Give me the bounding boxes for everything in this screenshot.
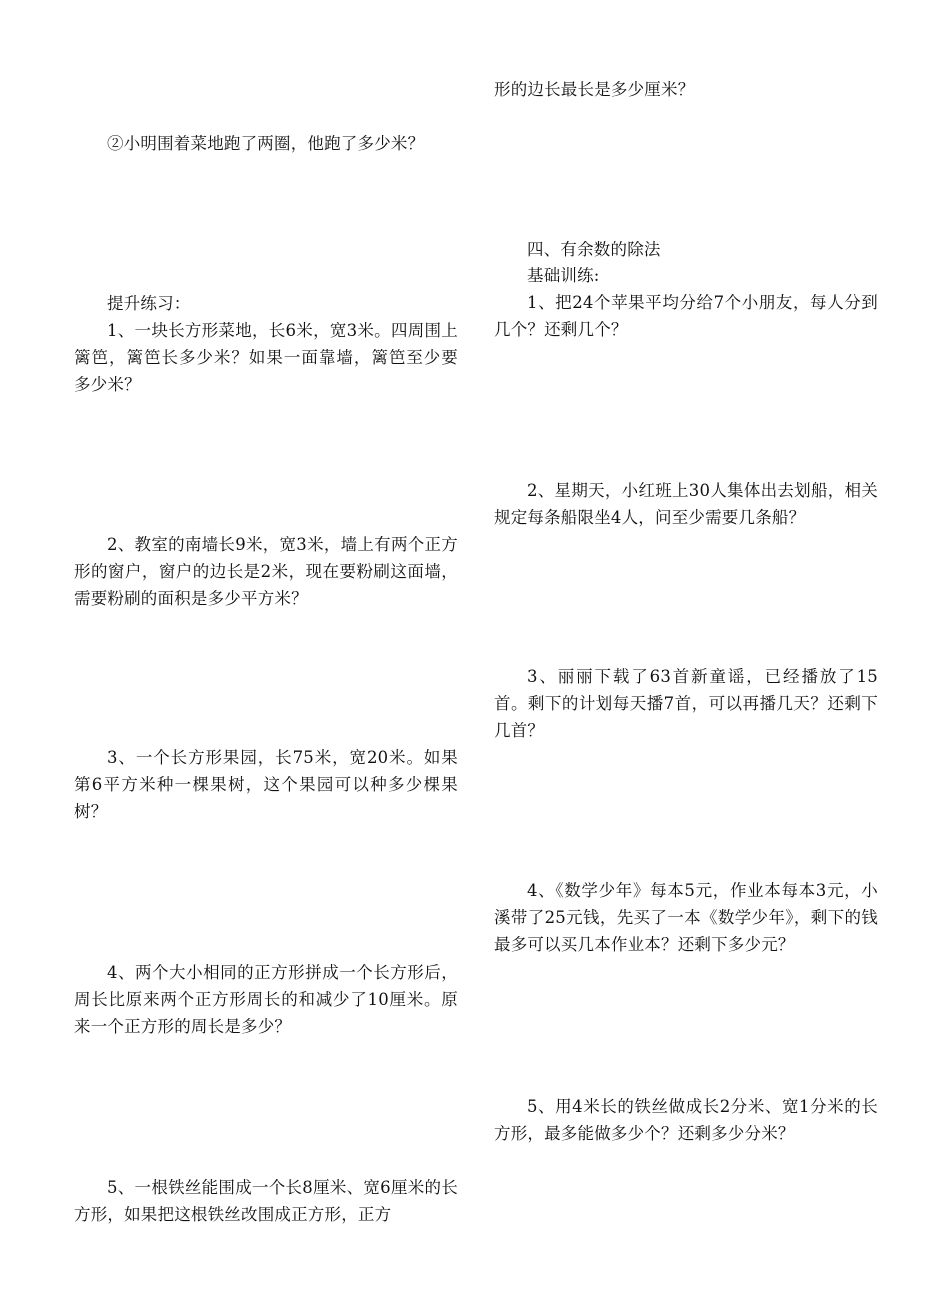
basic-question-3: 3、丽丽下载了63首新童谣，已经播放了15首。剩下的计划每天播7首，可以再播几天？还剩下几首？ xyxy=(494,667,878,740)
subsection-title-basic-training: 基础训练: xyxy=(527,266,600,285)
basic-question-2: 2、星期天，小红班上30人集体出去划船，相关规定每条船限坐4人，问至少需要几条船？ xyxy=(494,481,878,527)
question-5-continuation: 形的边长最长是多少厘米？ xyxy=(494,80,695,99)
advanced-question-3: 3、一个长方形果园，长75米，宽20米。如果第6平方米种一棵果树，这个果园可以种多少棵果树？ xyxy=(74,748,458,821)
question-2-subpart: ②小明围着菜地跑了两圈，他跑了多少米？ xyxy=(107,134,425,153)
basic-question-4: 4、《数学少年》每本5元，作业本每本3元，小溪带了25元钱，先买了一本《数学少年》，剩下的钱最多可以买几本作业本？还剩下多少元？ xyxy=(494,881,878,954)
section-title-division-with-remainder: 四、有余数的除法 xyxy=(527,240,661,259)
basic-question-5: 5、用4米长的铁丝做成长2分米、宽1分米的长方形，最多能做多少个？还剩多少分米？ xyxy=(494,1097,878,1143)
basic-question-1: 1、把24个苹果平均分给7个小朋友，每人分到几个？还剩几个？ xyxy=(494,293,878,339)
advanced-question-2: 2、教室的南墙长9米，宽3米，墙上有两个正方形的窗户，窗户的边长是2米，现在要粉刷这面墙，需要粉刷的面积是多少平方米？ xyxy=(74,535,458,608)
advanced-question-4: 4、两个大小相同的正方形拼成一个长方形后，周长比原来两个正方形周长的和减少了10厘米。原来一个正方形的周长是多少？ xyxy=(74,963,458,1036)
advanced-question-5: 5、一根铁丝能围成一个长8厘米、宽6厘米的长方形，如果把这根铁丝改围成正方形，正方 xyxy=(74,1178,458,1224)
section-title-advanced-practice: 提升练习： xyxy=(107,294,191,313)
advanced-question-1: 1、一块长方形菜地，长6米，宽3米。四周围上篱笆，篱笆长多少米？如果一面靠墙，篱笆至少要多少米？ xyxy=(74,321,458,394)
